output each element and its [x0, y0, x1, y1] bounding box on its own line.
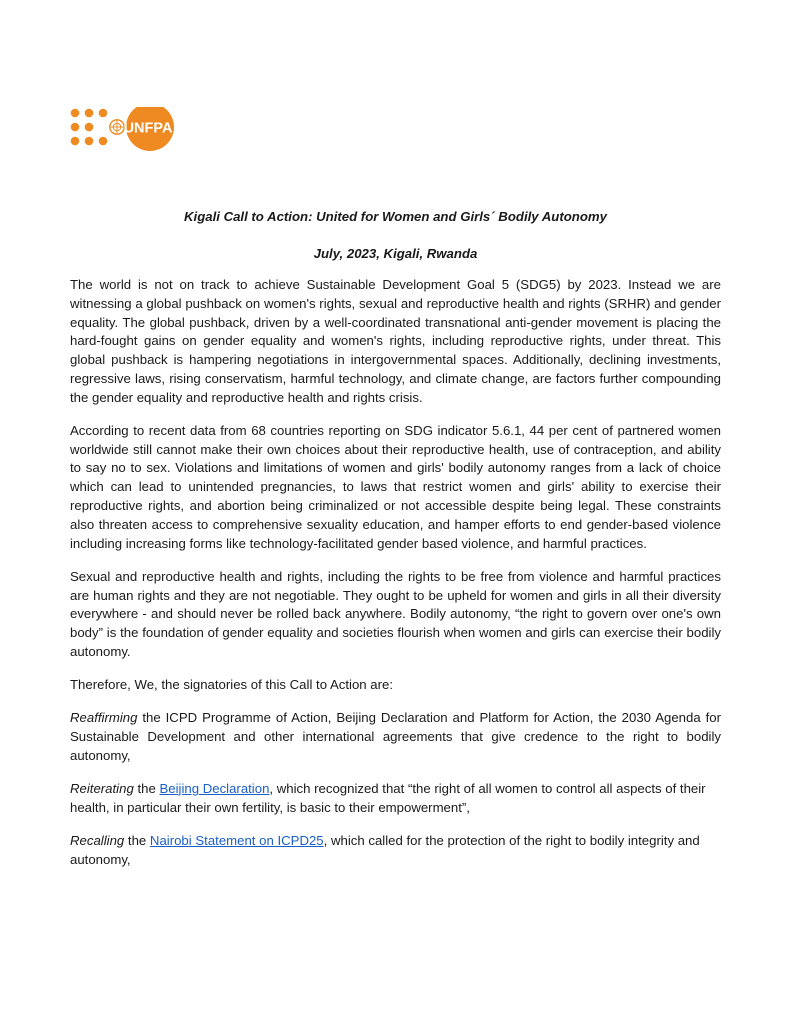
- paragraph-2: According to recent data from 68 countries reporting on SDG indicator 5.6.1, 44 per cent of partnered women worldwide still cannot make their own choices about their reproductive health, use of contraception, and ability to say no to sex. Violations and limitations of women and girls' bodily autonomy ranges from a lack of choice which can lead to unintended pregnancies, to laws that restrict women and girls' ability to exercise their reproductive rights, and abortion being criminalized or not accessible despite being legal. These constraints also threaten access to comprehensive sexuality education, and hamper efforts to end gender-based violence including increasing forms like technology-facilitated gender based violence, and harmful practices.: [70, 422, 721, 551]
- paragraph-4: Therefore, We, the signatories of this Call to Action are:: [70, 677, 394, 693]
- clause-text: the: [133, 780, 160, 796]
- clause-text: , which called for the protection of the right to bodily integrity and autonomy,: [70, 832, 700, 867]
- document-subtitle: July, 2023, Kigali, Rwanda: [313, 246, 478, 261]
- unfpa-logo-mark: [70, 107, 180, 159]
- clause-lead: Reiterating: [70, 780, 134, 796]
- clause-reiterating: [70, 780, 721, 818]
- beijing-declaration-link[interactable]: Beijing Declaration: [159, 780, 270, 796]
- unfpa-logo: [70, 107, 180, 159]
- document-title: Kigali Call to Action: United for Women and Girls´ Bodily Autonomy: [184, 209, 607, 224]
- nairobi-statement-link[interactable]: Nairobi Statement on ICPD25: [149, 832, 324, 848]
- clause-text: , which recognized that “the right of all women to control all aspects of their health, in particular their own fertility, is basic to their empowerment”,: [70, 780, 706, 815]
- clause-reaffirming: [70, 709, 721, 765]
- document-body: [70, 276, 721, 884]
- paragraph-3: Sexual and reproductive health and rights, including the rights to be free from violence and harmful practices are human rights and they are not negotiable. They ought to be upheld for women and girls in all their diversity everywhere - and should never be rolled back anywhere. Bodily autonomy, “the right to govern over one's own body” is the foundation of gender equality and societies flourish when women and girls can exercise their bodily autonomy.: [70, 568, 721, 659]
- clause-recalling: [70, 832, 721, 870]
- clause-text: the ICPD Programme of Action, Beijing Declaration and Platform for Action, the 2030 Agenda for Sustainable Development and other international agreements that give credence to the right to bodily autonomy,: [70, 710, 721, 763]
- clause-text: the: [124, 832, 150, 848]
- dots-icon: [71, 109, 108, 146]
- un-emblem-icon: [110, 120, 124, 134]
- clause-lead: Reaffirming: [70, 710, 138, 726]
- clause-lead: Recalling: [70, 832, 125, 848]
- logo-wordmark: UNFPA: [123, 120, 173, 137]
- paragraph-1: The world is not on track to achieve Sustainable Development Goal 5 (SDG5) by 2023. Instead we are witnessing a global pushback on women's rights, sexual and reproductive health and rights (SRHR) and gender equality. The global pushback, driven by a well-coordinated transnational anti-gender movement is placing the hard-fought gains on gender equality and women's rights, including reproductive rights, under threat. This global pushback is hampering negotiations in intergovernmental spaces. Additionally, declining investments, regressive laws, rising conservatism, harmful technology, and climate change, are factors further compounding the gender equality and reproductive health and rights crisis.: [70, 277, 721, 405]
